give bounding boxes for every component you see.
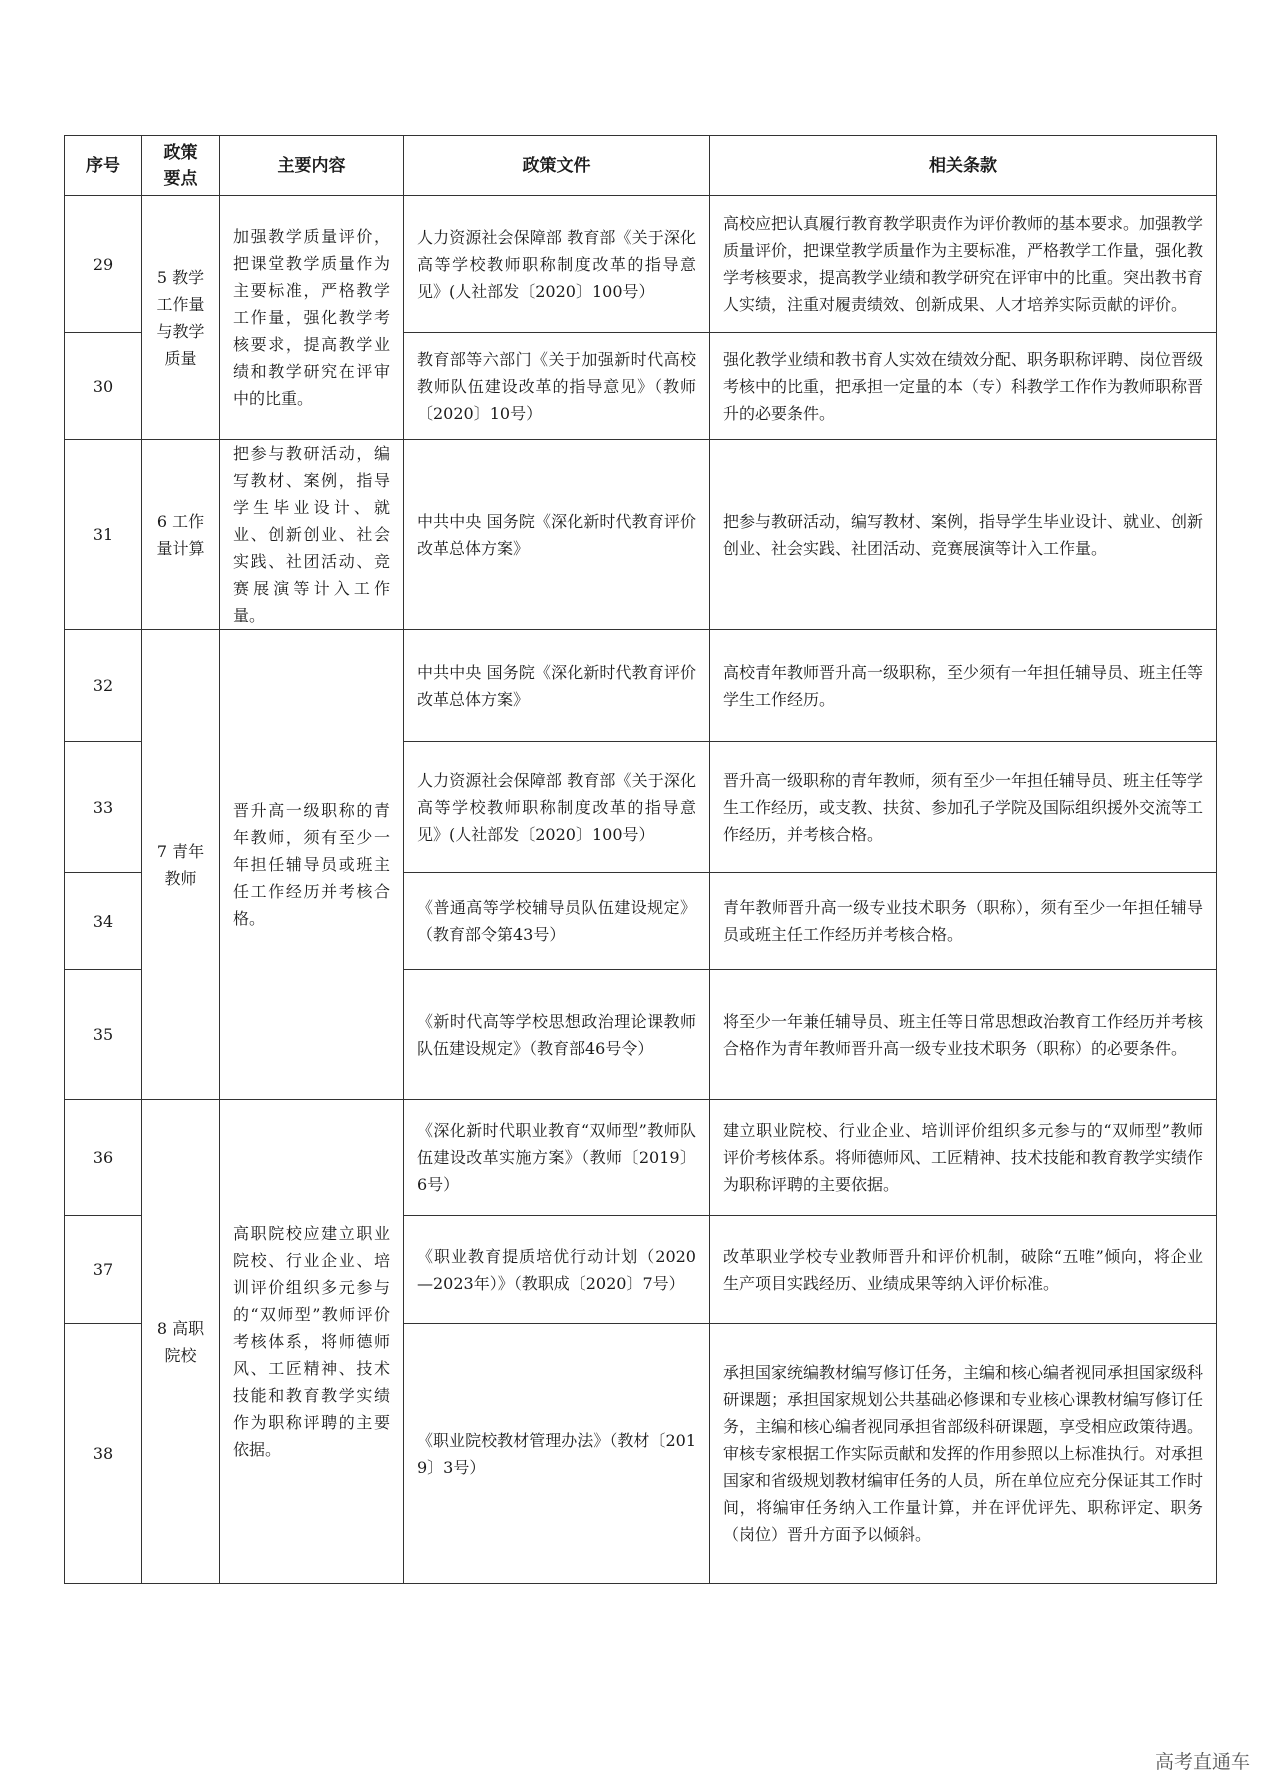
- related-clause: 高校青年教师晋升高一级职称，至少须有一年担任辅导员、班主任等学生工作经历。: [710, 630, 1217, 742]
- policy-document: 《普通高等学校辅导员队伍建设规定》（教育部令第43号）: [404, 873, 710, 970]
- table-row: [65, 630, 1217, 742]
- main-content: 晋升高一级职称的青年教师，须有至少一年担任辅导员或班主任工作经历并考核合格。: [220, 630, 404, 1100]
- policy-document: 人力资源社会保障部 教育部《关于深化高等学校教师职称制度改革的指导意见》(人社部发〔2020〕100号）: [404, 742, 710, 873]
- main-content: 把参与教研活动，编写教材、案例，指导学生毕业设计、就业、创新创业、社会实践、社团活动、竞赛展演等计入工作量。: [220, 440, 404, 630]
- policy-document: 人力资源社会保障部 教育部《关于深化高等学校教师职称制度改革的指导意见》(人社部发〔2020〕100号）: [404, 196, 710, 333]
- policy-document: 《新时代高等学校思想政治理论课教师队伍建设规定》（教育部46号令）: [404, 970, 710, 1100]
- related-clause: 建立职业院校、行业企业、培训评价组织多元参与的“双师型”教师评价考核体系。将师德师风、工匠精神、技术技能和教育教学实绩作为职称评聘的主要依据。: [710, 1100, 1217, 1216]
- table-row: [65, 196, 1217, 333]
- row-number: 34: [65, 873, 142, 970]
- related-clause: 高校应把认真履行教育教学职责作为评价教师的基本要求。加强教学质量评价，把课堂教学质量作为主要标准，严格教学工作量，强化教学考核要求，提高教学业绩和教学研究在评审中的比重。突出教书育人实绩，注重对履责绩效、创新成果、人才培养实际贡献的评价。: [710, 196, 1217, 333]
- policy-table: [64, 135, 1217, 1584]
- watermark-logo-text: 高考直通车: [1154, 1751, 1250, 1773]
- related-clause: 强化教学业绩和教书育人实效在绩效分配、职务职称评聘、岗位晋级考核中的比重，把承担一定量的本（专）科教学工作作为教师职称晋升的必要条件。: [710, 333, 1217, 440]
- row-number: 33: [65, 742, 142, 873]
- row-number: 35: [65, 970, 142, 1100]
- policy-point: 8 高职院校: [142, 1100, 220, 1584]
- header-row: [65, 136, 1217, 196]
- row-number: 31: [65, 440, 142, 630]
- policy-document: 中共中央 国务院《深化新时代教育评价改革总体方案》: [404, 440, 710, 630]
- header-doc: 政策文件: [404, 136, 710, 196]
- related-clause: 把参与教研活动，编写教材、案例，指导学生毕业设计、就业、创新创业、社会实践、社团活动、竞赛展演等计入工作量。: [710, 440, 1217, 630]
- related-clause: 青年教师晋升高一级专业技术职务（职称），须有至少一年担任辅导员或班主任工作经历并考核合格。: [710, 873, 1217, 970]
- row-number: 38: [65, 1324, 142, 1584]
- policy-document: 《职业教育提质培优行动计划（2020—2023年）》（教职成〔2020〕7号）: [404, 1216, 710, 1324]
- row-number: 30: [65, 333, 142, 440]
- related-clause: 将至少一年兼任辅导员、班主任等日常思想政治教育工作经历并考核合格作为青年教师晋升高一级专业技术职务（职称）的必要条件。: [710, 970, 1217, 1100]
- header-point: 政策要点: [142, 136, 220, 196]
- row-number: 32: [65, 630, 142, 742]
- header-main: 主要内容: [220, 136, 404, 196]
- policy-document: 教育部等六部门《关于加强新时代高校教师队伍建设改革的指导意见》（教师〔2020〕10号）: [404, 333, 710, 440]
- policy-point: 7 青年教师: [142, 630, 220, 1100]
- table-row: [65, 440, 1217, 630]
- header-seq: 序号: [65, 136, 142, 196]
- main-content: 加强教学质量评价，把课堂教学质量作为主要标准，严格教学工作量，强化教学考核要求，提高教学业绩和教学研究在评审中的比重。: [220, 196, 404, 440]
- policy-document: 《深化新时代职业教育“双师型”教师队伍建设改革实施方案》（教师〔2019〕6号）: [404, 1100, 710, 1216]
- header-clause: 相关条款: [710, 136, 1217, 196]
- policy-document: 《职业院校教材管理办法》（教材〔2019〕3号）: [404, 1324, 710, 1584]
- policy-document: 中共中央 国务院《深化新时代教育评价改革总体方案》: [404, 630, 710, 742]
- row-number: 36: [65, 1100, 142, 1216]
- related-clause: 改革职业学校专业教师晋升和评价机制，破除“五唯”倾向，将企业生产项目实践经历、业绩成果等纳入评价标准。: [710, 1216, 1217, 1324]
- main-content: 高职院校应建立职业院校、行业企业、培训评价组织多元参与的“双师型”教师评价考核体系，将师德师风、工匠精神、技术技能和教育教学实绩作为职称评聘的主要依据。: [220, 1100, 404, 1584]
- policy-point: 5 教学工作量与教学质量: [142, 196, 220, 440]
- table-row: [65, 1100, 1217, 1216]
- related-clause: 承担国家统编教材编写修订任务，主编和核心编者视同承担国家级科研课题；承担国家规划公共基础必修课和专业核心课教材编写修订任务，主编和核心编者视同承担省部级科研课题，享受相应政策待遇。审核专家根据工作实际贡献和发挥的作用参照以上标准执行。对承担国家和省级规划教材编审任务的人员，所在单位应充分保证其工作时间，将编审任务纳入工作量计算，并在评优评先、职称评定、职务（岗位）晋升方面予以倾斜。: [710, 1324, 1217, 1584]
- row-number: 29: [65, 196, 142, 333]
- row-number: 37: [65, 1216, 142, 1324]
- policy-point: 6 工作量计算: [142, 440, 220, 630]
- related-clause: 晋升高一级职称的青年教师，须有至少一年担任辅导员、班主任等学生工作经历，或支教、扶贫、参加孔子学院及国际组织援外交流等工作经历，并考核合格。: [710, 742, 1217, 873]
